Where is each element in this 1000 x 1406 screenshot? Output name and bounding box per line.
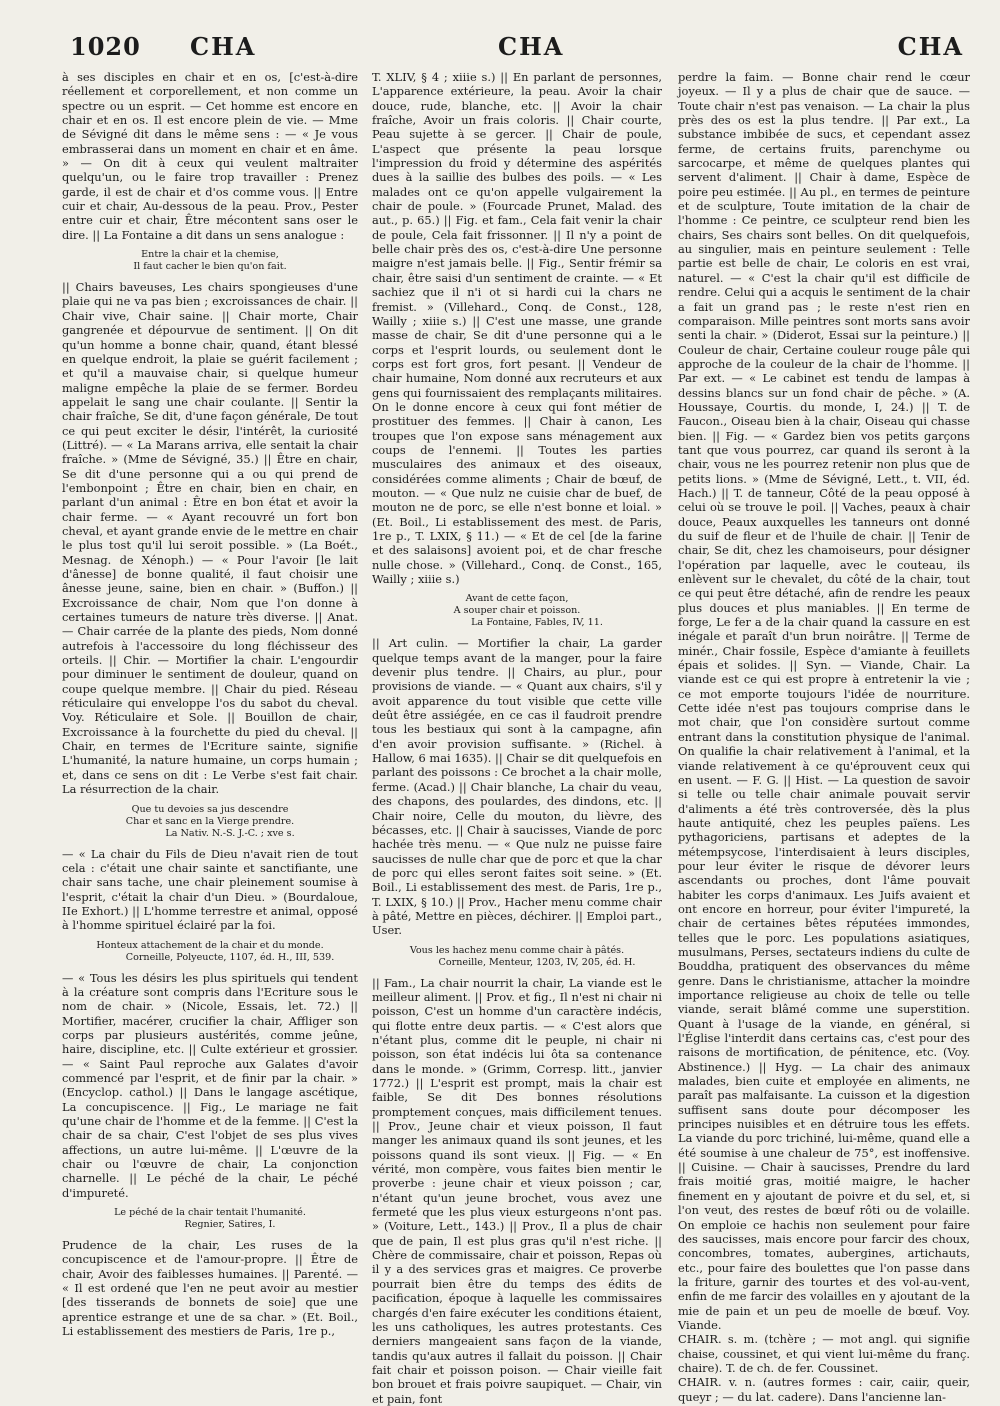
column-right [678, 70, 970, 1404]
quote-source: La Fontaine, Fables, IV, 11. [471, 617, 603, 629]
quote-source: Regnier, Satires, I. [184, 1219, 276, 1231]
paragraph: — « La chair du Fils de Dieu n'avait rien de tout cela : c'était une chair sainte et sanctifiante, une chair sans tache, une chair pleinement soumise à l'esprit, c'était la chair d'un Dieu. » (Bourdaloue, IIe Exhort.) || L'homme terrestre et animal, opposé à l'homme spirituel éclairé par la foi. [62, 846, 358, 933]
paragraph: Prudence de la chair, Les ruses de la concupiscence et de l'amour-propre. || Être de chair, Avoir des faiblesses humaines. || Parenté. — « Il est ordené que l'en ne peut avoir au mestier [des tisserands de bonnets de soie] que une aprentice estrange et une de sa char. » (Et. Boil., Li establissement des mestiers de Paris, 1re p., [62, 1238, 358, 1339]
entry-chair-noun: CHAIR. s. m. (tchère ; — mot angl. qui signifie chaise, coussinet, et qui vient lui-même du franç. chaire). T. de ch. de fer. Coussinet. [678, 1332, 970, 1375]
verse-quote [62, 1207, 358, 1231]
verse-line: Il faut cacher le bien qu'on fait. [133, 261, 287, 273]
verse-line: Que tu devoies sa jus descendre [131, 803, 289, 815]
verse-line: Le péché de la chair tentait l'humanité. [114, 1207, 306, 1219]
column-left [62, 70, 358, 1339]
paragraph: || Fam., La chair nourrit la chair, La viande est le meilleur aliment. || Prov. et fig., Il n'est ni chair ni poisson, C'est un homme d'un caractère indécis, qui flotte entre deux partis. — « C'est alors que n'étant plus, comme dit le peuple, ni chair ni poisson, son état indécis lui ôta sa contenance dans le monde. » (Grimm, Corresp. litt., janvier 1772.) || L'esprit est prompt, mais la chair est faible, Se dit Des bonnes résolutions promptement conçues, mais difficilement tenues. || Prov., Jeune chair et vieux poisson, Il faut manger les animaux quand ils sont jeunes, et les poissons quand ils sont vieux. || Fig. — « En vérité, mon compère, vous faites bien mentir le proverbe : jeune chair et vieux poisson ; car, n'étant qu'un jeune brochet, vous avez une fermeté que les plus vieux esturgeons n'ont pas. » (Voiture, Lett., 143.) || Prov., Il a plus de chair que de pain, Il est plus gras qu'il n'est riche. || Chère de commissaire, chair et poisson, Repas où il y a des services gras et maigres. Ce proverbe pourrait bien être du temps des édits de pacification, époque à laquelle les commissaires chargés d'en faire exécuter les conditions étaient, les uns catholiques, les autres protestants. Ces derniers mangeaient sans façon de la viande, tandis qu'aux autres il fallait du poisson. || Chair fait chair et poisson poison. — Chair vieille fait bon brouet et frais poivre saupiquet. — Chair, vin et pain, font [372, 975, 662, 1406]
verse-line: A souper chair et poisson. [453, 605, 581, 617]
running-head-center: CHA [498, 32, 565, 61]
verse-line: Entre la chair et la chemise, [141, 249, 279, 261]
quote-source: La Nativ. N.-S. J.-C. ; xve s. [165, 827, 295, 839]
verse-line: Avant de cette façon, [465, 593, 569, 605]
paragraph: — « Tous les désirs les plus spirituels qui tendent à la créature sont compris dans l'Ecriture sous le nom de chair. » (Nicole, Essais, let. 72.) || Mortifier, macérer, crucifier la chair, Affliger son corps par plusieurs austérités, comme jeûne, haire, discipline, etc. || Culte extérieur et grossier. — « Saint Paul reproche aux Galates d'avoir commencé par l'esprit, et de finir par la chair. » (Encyclop. cathol.) || Dans le langage ascétique, La concupiscence. || Fig., Le mariage ne fait qu'une chair de l'homme et de la femme. || C'est la chair de sa chair, C'est l'objet de ses plus vives affections, un autre lui-même. || L'œuvre de la chair ou l'œuvre de chair, La conjonction charnelle. || Le péché de la chair, Le péché d'impureté. [62, 970, 358, 1200]
page-header [62, 32, 970, 66]
paragraph: T. XLIV, § 4 ; xiiie s.) || En parlant de personnes, L'apparence extérieure, la peau. Avoir la chair douce, rude, blanche, etc. || Avoir la chair fraîche, Avoir un frais coloris. || Chair courte, Peau sujette à se gercer. || Chair de poule, L'aspect que présente la peau lorsque l'impression du froid y détermine des aspérités dues à la saillie des bulbes des poils. — « Les malades ont ce qu'on appelle vulgairement la chair de poule. » (Fourcade Prunet, Malad. des aut., p. 65.) || Fig. et fam., Cela fait venir la chair de poule, Cela fait frissonner. || Il n'y a point de belle chair près des os, c'est-à-dire Une personne maigre n'est jamais belle. || Fig., Sentir frémir sa chair, être saisi d'un sentiment de crainte. — « Et sachiez que il n'i ot si hardi cui la chars ne fremist. » (Villehard., Conq. de Const., 128, Wailly ; xiiie s.) || C'est une masse, une grande masse de chair, Se dit d'une personne qui a le corps et l'esprit lourds, ou seulement dont le corps est fort gros, fort pesant. || Vendeur de chair humaine, Nom donné aux recruteurs et aux gens qui fournissaient des remplaçants militaires. On le donne encore à ceux qui font métier de prostituer des femmes. || Chair à canon, Les troupes que l'on expose sans ménagement aux coups de l'ennemi. || Toutes les parties musculaires des animaux et des oiseaux, considérées comme aliments ; Chair de bœuf, de mouton. — « Que nulz ne cuisie char de buef, de mouton ne de porc, se elle n'est bonne et loial. » (Et. Boil., Li establissement des mest. de Paris, 1re p., T. LXIX, § 11.) — « Et de cel [de la farine et des salaisons] avoient poi, et de char fresche nulle chose. » (Villehard., Conq. de Const., 165, Wailly ; xiiie s.) [372, 70, 662, 587]
verse-line: Char et sanc en la Vierge prendre. [125, 815, 295, 827]
verse-quote [372, 945, 662, 969]
page-number: 1020 [70, 32, 141, 61]
verse-quote [62, 804, 358, 840]
paragraph: à ses disciples en chair et en os, [c'est-à-dire réellement et corporellement, et non comme un spectre ou un esprit. — Cet homme est encore en chair et en os. Il est encore plein de vie. — Mme de Sévigné dit dans le même sens : — « Je vous embrasserai dans un moment en chair et en âme. » — On dit à ceux qui veulent maltraiter quelqu'un, ou le faire trop travailler : Prenez garde, il est de chair et d'os comme vous. || Entre cuir et chair, Au-dessous de la peau. Prov., Pester entre cuir et chair, Être mécontent sans oser le dire. || La Fontaine a dit dans un sens analogue : [62, 70, 358, 242]
verse-quote [62, 249, 358, 273]
verse-line: Vous les hachez menu comme chair à pâtés. [409, 944, 625, 956]
verse-quote [372, 593, 662, 629]
paragraph: || Chairs baveuses, Les chairs spongieuses d'une plaie qui ne va pas bien ; excroissances de chair. || Chair vive, Chair saine. || Chair morte, Chair gangrenée et dépourvue de sentiment. || On dit qu'un homme a bonne chair, quand, étant blessé en quelque endroit, la plaie se guérit facilement ; et qu'il a mauvaise chair, si quelque humeur maligne empêche la plaie de se fermer. Bordeu appelait le sang une chair coulante. || Sentir la chair fraîche, Se dit, d'une façon générale, De tout ce qui peut exciter le désir, l'intérêt, la curiosité (Littré). — « La Marans arriva, elle sentait la chair fraîche. » (Mme de Sévigné, 35.) || Être en chair, Se dit d'une personne qui a ou qui prend de l'embonpoint ; Être en chair, bien en chair, en parlant d'un animal : Être en bon état et avoir la chair ferme. — « Ayant recouvré un fort bon cheval, et ayant grande envie de le mettre en chair le plus tost qu'il lui seroit possible. » (La Boét., Mesnag. de Xénoph.) — « Pour l'avoir [le lait d'ânesse] de bonne qualité, il faut choisir une ânesse jeune, saine, bien en chair. » (Buffon.) || Excroissance de chair, Nom que l'on donne à certaines tumeurs de nature très diverse. || Anat. — Chair carrée de la plante des pieds, Nom donné autrefois à l'accessoire du long fléchisseur des orteils. || Chir. — Mortifier la chair. L'engourdir pour diminuer le sentiment de douleur, quand on coupe quelque membre. || Chair du pied. Réseau réticulaire qui enveloppe l'os du sabot du cheval. Voy. Réticulaire et Sole. || Bouillon de chair, Excroissance à la fourchette du pied du cheval. || Chair, en termes de l'Ecriture sainte, signifie L'humanité, la nature humaine, un corps humain ; et, dans ce sens on dit : Le Verbe s'est fait chair. La résurrection de la chair. [62, 280, 358, 797]
quote-source: Corneille, Polyeucte, 1107, éd. H., III, 539. [125, 951, 335, 963]
column-center [372, 70, 662, 1406]
entry-chair-verb: CHAIR. v. n. (autres formes : cair, caiir, queir, queyr ; — du lat. cadere). Dans l'ancienne lan- [678, 1375, 970, 1404]
running-head-left: CHA [190, 32, 257, 61]
paragraph: || Art culin. — Mortifier la chair, La garder quelque temps avant de la manger, pour la faire devenir plus tendre. || Chairs, au plur., pour provisions de viande. — « Quant aux chairs, s'il y avoit apparence du tout visible que cette ville deût être assiégée, en ce cas il faudroit prendre tous les bestiaux qui sont à la campagne, afin d'en avoir provision suffisante. » (Richel. à Hallow, 6 mai 1635). || Chair se dit quelquefois en parlant des poissons : Ce brochet a la chair molle, ferme. (Acad.) || Chair blanche, La chair du veau, des chapons, des poulardes, des dindons, etc. || Chair noire, Celle du mouton, du lièvre, des bécasses, etc. || Chair à saucisses, Viande de porc hachée très menu. — « Que nulz ne puisse faire saucisses de nulle char que de porc et que la char de porc qui elles seront faites soit seine. » (Et. Boil., Li establissement des mest. de Paris, 1re p., T. LXIX, § 10.) || Prov., Hacher menu comme chair à pâté, Mettre en pièces, déchirer. || Emploi part., User. [372, 636, 662, 938]
paragraph: perdre la faim. — Bonne chair rend le cœur joyeux. — Il y a plus de chair que de sauce. — Toute chair n'est pas venaison. — La chair la plus près des os est la plus tendre. || Par ext., La substance imbibée de sucs, et cependant assez ferme, de certains fruits, parenchyme ou sarcocarpe, et même de quelques plantes qui servent d'aliment. || Chair à dame, Espèce de poire peu estimée. || Au pl., en termes de peinture et de sculpture, Toute imitation de la chair de l'homme : Ce peintre, ce sculpteur rend bien les chairs, Ses chairs sont belles. On dit quelquefois, au singulier, mais en peinture seulement : Telle partie est belle de chair, Le coloris en est vrai, naturel. — « C'est la chair qu'il est difficile de rendre. Celui qui a acquis le sentiment de la chair a fait un grand pas ; le reste n'est rien en comparaison. Mille peintres sont morts sans avoir senti la chair. » (Diderot, Essai sur la peinture.) || Couleur de chair, Certaine couleur rouge pâle qui approche de la couleur de la chair de l'homme. || Par ext. — « Le cabinet est tendu de lampas à dessins blancs sur un fond chair de pêche. » (A. Houssaye, Courtis. du monde, I, 24.) || T. de Faucon., Oiseau bien à la chair, Oiseau qui chasse bien. || Fig. — « Gardez bien vos petits garçons tant que vous pourrez, car quand ils seront à la chair, vous ne les pourrez retenir non plus que de petits lions. » (Mme de Sévigné, Lett., t. VII, éd. Hach.) || T. de tanneur, Côté de la peau opposé à celui où se trouve le poil. || Vaches, peaux à chair douce, Peaux auxquelles les tanneurs ont donné du suif de fleur et de l'huile de chair. || Tenir de chair, Se dit, chez les chamoiseurs, pour désigner l'opération par laquelle, avec le couteau, ils enlèvent sur le chevalet, du côté de la chair, tout ce qui peut être détaché, afin de rendre les peaux plus douces et plus maniables. || En terme de forge, Le fer a de la chair quand la cassure en est inégale et paraît d'un brun noirâtre. || Terme de minér., Chair fossile, Espèce d'amiante à feuillets épais et solides. || Syn. — Viande, Chair. La viande est ce qui est propre à entretenir la vie ; ce mot emporte toujours l'idée de nourriture. Cette idée n'est pas toujours comprise dans le mot chair, que l'on considère surtout comme entrant dans la constitution physique de l'animal. On qualifie la chair relativement à l'animal, et la viande relativement à ce qu'éprouvent ceux qui en usent. — F. G. || Hist. — La question de savoir si telle ou telle chair animale pouvait servir d'aliments a été très controversée, dès la plus haute antiquité, chez les peuples païens. Les pythagoriciens, partisans et adeptes de la métempsycose, l'interdisaient à leurs disciples, pour leur éviter le risque de dévorer leurs ascendants ou proches, dont l'âme pouvait habiter les corps d'animaux. Les Juifs avaient et ont encore en horreur, pour éviter l'impureté, la chair de certaines bêtes réputées immondes, telles que le porc. Les populations asiatiques, musulmans, Perses, sectateurs indiens du culte de Bouddha, pratiquent des observances du même genre. Dans le christianisme, attacher la moindre importance religieuse au choix de telle ou telle viande, serait blâmé comme une superstition. Quant à l'usage de la viande, en général, si l'Église l'interdit dans certains cas, c'est pour des raisons de mortification, de pénitence, etc. (Voy. Abstinence.) || Hyg. — La chair des animaux malades, bien cuite et employée en aliments, ne paraît pas malfaisante. La cuisson et la digestion suffisent sans doute pour décomposer les principes nuisibles et en détruire tous les effets. La viande du porc trichiné, lui-même, quand elle a été soumise à une chaleur de 75°, est inoffensive. || Cuisine. — Chair à saucisses, Prendre du lard frais moitié gras, moitié maigre, le hacher finement en y ajoutant de poivre et du sel, et, si l'on veut, des restes de bœuf rôti ou de volaille. On emploie ce hachis non seulement pour faire des saucisses, mais encore pour farcir des choux, concombres, tomates, aubergines, artichauts, etc., pour faire des boulettes que l'on passe dans la friture, garnir des tourtes et des vol-au-vent, enfin de me farcir des volailles en y ajoutant de la mie de pain et un peu de moelle de bœuf. Voy. Viande. [678, 70, 970, 1332]
quote-source: Corneille, Menteur, 1203, IV, 205, éd. H. [438, 956, 636, 968]
verse-quote [62, 940, 358, 964]
verse-line: Honteux attachement de la chair et du monde. [96, 939, 324, 951]
running-head-right: CHA [897, 32, 964, 61]
